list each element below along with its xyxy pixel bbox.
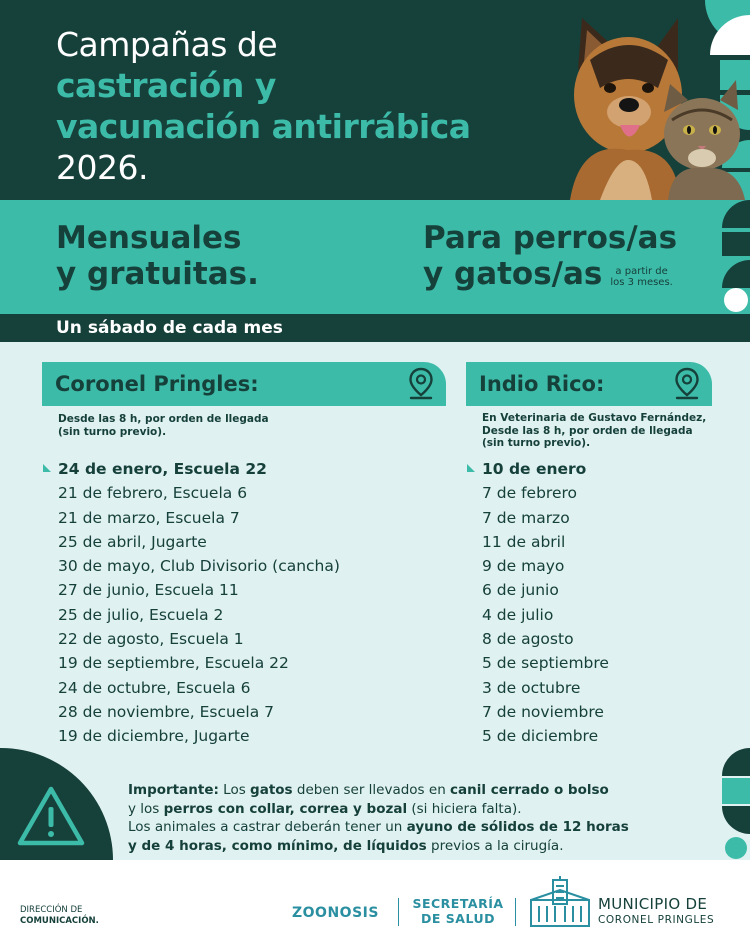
list-item: 9 de mayo	[482, 557, 565, 576]
list-item: 21 de marzo, Escuela 7	[58, 508, 240, 527]
list-item: 5 de diciembre	[482, 727, 599, 746]
list-item: 10 de enero	[482, 457, 609, 481]
age-note-line-1: a partir de	[615, 266, 668, 277]
secretaria-line-2: DE SALUD	[421, 911, 495, 926]
coronel-dates-list	[58, 457, 340, 749]
important-bold: gatos	[250, 782, 293, 798]
important-note	[128, 781, 708, 855]
important-text: y los	[128, 800, 164, 817]
direccion-comunicacion-logo	[20, 905, 99, 927]
footer	[0, 860, 750, 938]
list-item: 25 de julio, Escuela 2	[58, 605, 224, 624]
important-text: deben ser llevados en	[292, 782, 451, 798]
indio-rico-title: Indio Rico:	[479, 372, 605, 396]
municipio-line-1: MUNICIPIO DE	[598, 895, 708, 913]
indio-intro-line-1: En Veterinaria de Gustavo Fernández,	[482, 412, 707, 424]
title-line-3: vacunación antirrábica	[56, 107, 471, 146]
indio-rico-header	[466, 362, 712, 406]
important-bold: perros con collar, correa y bozal	[163, 800, 408, 817]
coronel-intro-line-1: Desde las 8 h, por orden de llegada	[58, 413, 269, 425]
title-line-4: 2026.	[56, 148, 148, 187]
decorative-shapes-band	[722, 200, 750, 314]
coronel-intro	[58, 413, 269, 438]
list-item: 5 de septiembre	[482, 654, 609, 673]
important-bold: ayuno de sólidos de 12 horas	[406, 819, 629, 835]
list-item: 24 de enero, Escuela 22	[58, 457, 340, 481]
list-item: 25 de abril, Jugarte	[58, 532, 207, 551]
building-logo-icon	[527, 876, 593, 928]
list-item: 7 de febrero	[482, 484, 578, 503]
important-text: (si hiciera falta).	[407, 800, 522, 817]
important-text: Los	[218, 782, 251, 798]
list-item: 19 de septiembre, Escuela 22	[58, 654, 289, 673]
zoonosis-logo: ZOONOSIS	[292, 905, 379, 921]
features-band	[0, 200, 722, 314]
dogs-line: Para perros/as	[423, 220, 678, 256]
dir-line-2: COMUNICACIÓN.	[20, 916, 99, 926]
cats-line: y gatos/as	[423, 256, 603, 292]
list-item: 7 de noviembre	[482, 702, 604, 721]
pets-heading	[423, 220, 677, 292]
dir-line-1: DIRECCIÓN DE	[20, 905, 83, 915]
age-note-line-2: los 3 meses.	[610, 277, 673, 288]
title-line-1: Campañas de	[56, 25, 278, 64]
list-item: 27 de junio, Escuela 11	[58, 581, 239, 600]
important-text: previos a la cirugía.	[426, 837, 564, 854]
list-item: 7 de marzo	[482, 508, 570, 527]
divider	[515, 898, 516, 926]
coronel-intro-line-2: (sin turno previo).	[58, 425, 167, 438]
list-item: 3 de octubre	[482, 678, 581, 697]
important-label: Importante:	[128, 782, 219, 798]
location-pin-icon	[674, 367, 700, 401]
title-line-2: castración y	[56, 66, 276, 105]
indio-intro-line-2: Desde las 8 h, por orden de llegada	[482, 424, 693, 437]
important-bold: canil cerrado o bolso	[450, 782, 609, 798]
coronel-pringles-title: Coronel Pringles:	[55, 372, 259, 396]
age-note	[610, 266, 672, 292]
free-line: y gratuitas.	[56, 256, 259, 292]
decorative-shapes-bottom	[722, 748, 750, 860]
indio-intro-line-3: (sin turno previo).	[482, 437, 591, 449]
list-item: 8 de agosto	[482, 630, 574, 649]
dog-cat-photo	[560, 0, 750, 200]
page-title	[56, 24, 471, 188]
monthly-line: Mensuales	[56, 220, 242, 256]
coronel-pringles-header	[42, 362, 446, 406]
list-item: 30 de mayo, Club Divisorio (cancha)	[58, 557, 340, 576]
secretaria-salud-logo	[410, 896, 506, 926]
municipio-logo	[598, 896, 714, 928]
header	[0, 0, 750, 200]
monthly-free-heading	[56, 220, 259, 292]
list-item: 4 de julio	[482, 605, 554, 624]
schedule-label: Un sábado de cada mes	[56, 318, 283, 338]
list-item: 19 de diciembre, Jugarte	[58, 727, 250, 746]
list-item: 24 de octubre, Escuela 6	[58, 678, 251, 697]
indio-intro	[482, 412, 706, 450]
indio-dates-list	[482, 457, 609, 749]
location-pin-icon	[408, 367, 434, 401]
important-text: Los animales a castrar deberán tener un	[128, 819, 407, 835]
list-item: 11 de abril	[482, 532, 566, 551]
divider	[398, 898, 399, 926]
list-item: 21 de febrero, Escuela 6	[58, 484, 248, 503]
important-bold: y de 4 horas, como mínimo, de líquidos	[128, 837, 427, 854]
warning-triangle-icon	[16, 785, 86, 847]
list-item: 6 de junio	[482, 581, 559, 600]
list-item: 22 de agosto, Escuela 1	[58, 630, 244, 649]
secretaria-line-1: SECRETARÍA	[412, 896, 504, 911]
municipio-line-2: CORONEL PRINGLES	[598, 914, 715, 926]
schedule-strip	[0, 314, 750, 342]
list-item: 28 de noviembre, Escuela 7	[58, 702, 274, 721]
